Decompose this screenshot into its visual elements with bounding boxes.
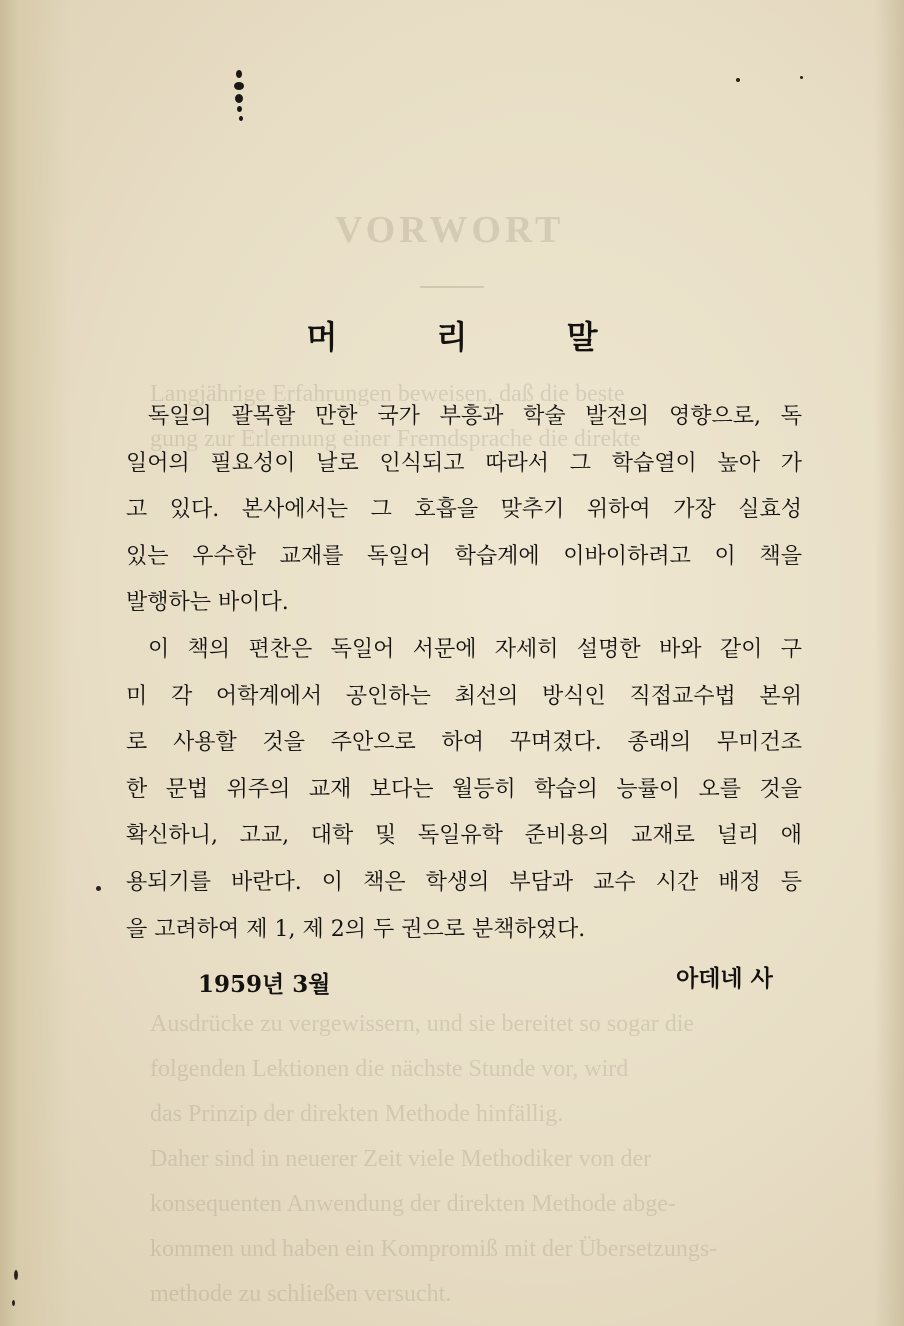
preface-line: 용되기를 바란다. 이 책은 학생의 부담과 교수 시간 배정 등	[126, 869, 802, 895]
ghost-title: VORWORT	[335, 209, 565, 251]
ghost-line: Daher sind in neuerer Zeit viele Methodiker von der	[150, 1146, 652, 1172]
ghost-line: Ausdrücke zu vergewissern, und sie bereitet so sogar die	[150, 1011, 695, 1037]
ghost-line: konsequenten Anwendung der direkten Methode abge-	[150, 1191, 676, 1217]
preface-line: 일어의 필요성이 날로 인식되고 따라서 그 학습열이 높아 가	[126, 450, 802, 476]
ghost-line: gung zur Erlernung einer Fremdsprache die direkte	[150, 426, 641, 452]
preface-line: 이 책의 편찬은 독일어 서문에 자세히 설명한 바와 같이 구	[148, 636, 802, 662]
ghost-line: kommen und haben ein Kompromiß mit der Übersetzungs-	[150, 1236, 718, 1262]
preface-date: 1959년 3월	[198, 971, 331, 998]
preface-line: 을 고려하여 제 1, 제 2의 두 권으로 분책하였다.	[126, 916, 586, 942]
ink-speck	[800, 76, 803, 79]
preface-line: 독일의 괄목할 만한 국가 부흥과 학술 발전의 영향으로, 독	[148, 404, 802, 429]
ink-speck	[96, 886, 101, 891]
ink-speck	[12, 1300, 15, 1306]
ink-speck	[736, 78, 740, 82]
ink-speck	[14, 1270, 18, 1280]
preface-line: 미 각 어학계에서 공인하는 최선의 방식인 직접교수법 본위	[126, 683, 802, 709]
preface-line: 한 문법 위주의 교재 보다는 월등히 학습의 능률이 오를 것을	[126, 776, 802, 802]
preface-line: 있는 우수한 교재를 독일어 학습계에 이바이하려고 이 책을	[126, 543, 802, 569]
publisher-name: 아데네 사	[676, 965, 773, 992]
ghost-line: Langjährige Erfahrungen beweisen, daß die beste	[150, 381, 625, 407]
ghost-line: methode zu schließen versucht.	[150, 1281, 452, 1307]
ghost-line: das Prinzip der direkten Methode hinfällig.	[150, 1101, 564, 1127]
preface-line: 로 사용할 것을 주안으로 하여 꾸며졌다. 종래의 무미건조	[126, 730, 802, 756]
ghost-line: folgenden Lektionen die nächste Stunde vor, wird	[150, 1056, 629, 1082]
preface-line: 고 있다. 본사에서는 그 호흡을 맞추기 위하여 가장 실효성	[126, 497, 802, 523]
preface-line: 확신하니, 고교, 대학 및 독일유학 준비용의 교재로 널리 애	[126, 823, 802, 849]
preface-line: 발행하는 바이다.	[126, 590, 289, 616]
ghost-rule	[420, 286, 484, 288]
preface-body	[126, 394, 802, 953]
ink-smudge	[230, 70, 250, 124]
preface-title: 머 리 말	[306, 318, 642, 356]
